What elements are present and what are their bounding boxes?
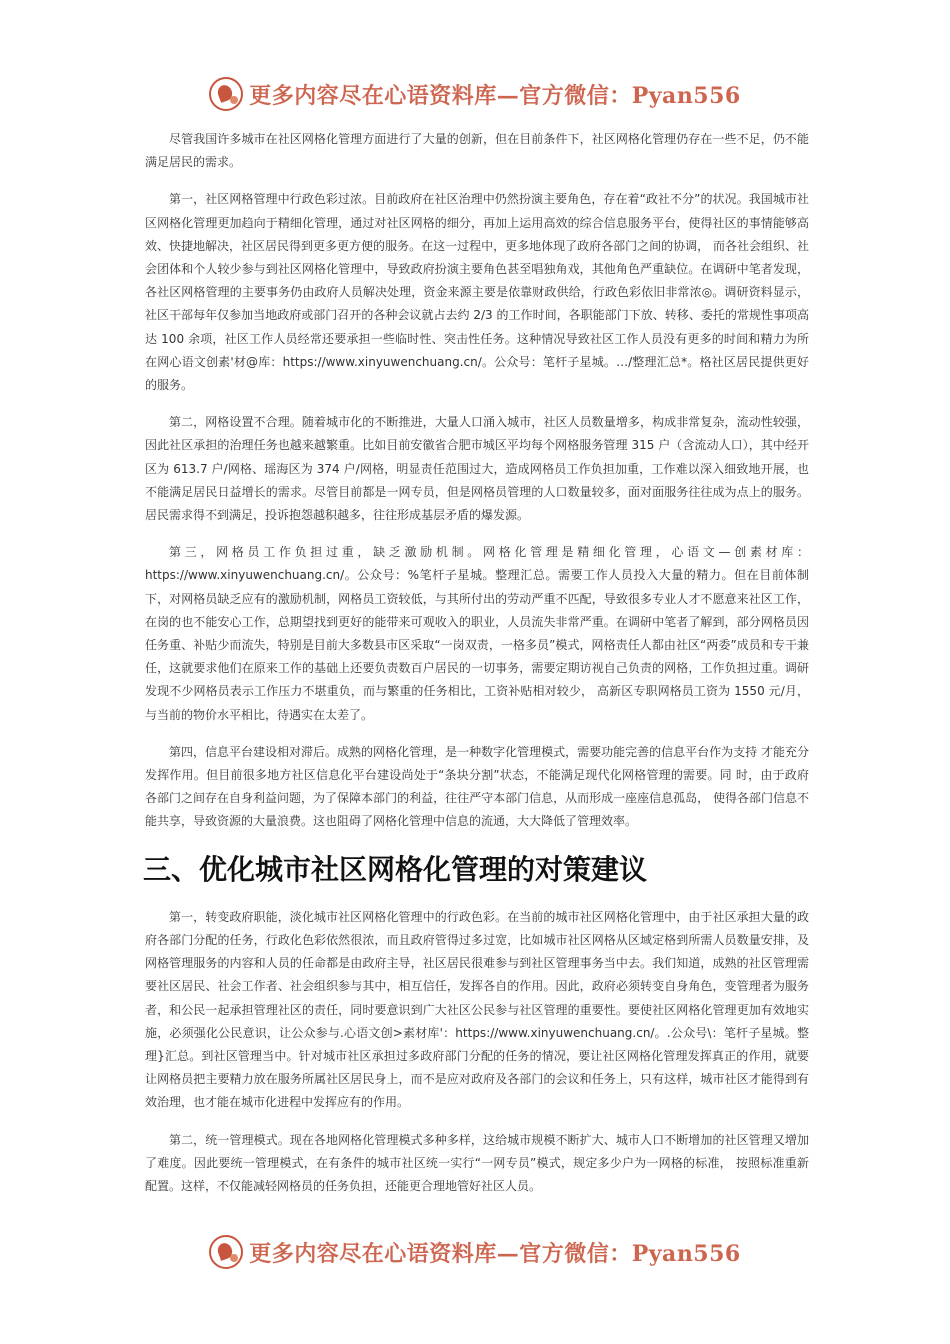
section-heading: 三、优化城市社区网格化管理的对策建议 [143, 852, 648, 886]
paragraph-problem-4: 第四，信息平台建设相对滞后。成熟的网格化管理，是一种数字化管理模式，需要功能完善的信息平台作为支持 才能充分发挥作用。但目前很多地方社区信息化平台建设尚处于“条块分割”状态，不能满足现代化网格管理的需要。同 时，由于政府各部门之间存在自身利益问题，为了保障本部门的利益，往往严守本部门信息，从而形成一座座信息孤岛， 使得各部门信息不能共享，导致资源的大量浪费。这也阻碍了网格化管理中信息的流通，大大降低了管理效率。 [145, 744, 809, 829]
logo-icon [209, 1235, 243, 1269]
header-banner [0, 74, 950, 114]
document-body [145, 128, 809, 1212]
paragraph-intro: 尽管我国许多城市在社区网格化管理方面进行了大量的创新，但在目前条件下，社区网格化管理仍存在一些不足，仍不能满足居民的需求。 [145, 132, 809, 170]
footer-banner [0, 1232, 950, 1272]
paragraph-problem-1: 第一，社区网格管理中行政色彩过浓。目前政府在社区治理中仍然扮演主要角色，存在着“政社不分”的状况。我国城市社区网格化管理更加趋向于精细化管理，通过对社区网格的细分，再加上运用高效的综合信息服务平台，使得社区的事情能够高效、快捷地解决，社区居民得到更多更方便的服务。在这一过程中，更多地体现了政府各部门之间的协调， 而各社会组织、社会团体和个人较少参与到社区网格化管理中，导致政府扮演主要角色甚至唱独角戏，其他角色严重缺位。在调研中笔者发现，各社区网格管理的主要事务仍由政府人员解决处理，资金来源主要是依靠财政供给，行政色彩依旧非常浓◎。调研资料显示，社区干部每年仅参加当地政府或部门召开的各种会议就占去约 2/3 的工作时间，各职能部门下放、转移、委托的常规性事项高达 100 余项，社区工作人员经常还要承担一些临时性、突击性任务。这种情况导致社区工作人员没有更多的时间和精力为所在网心语文创素'材@库：https://www.xinyuwenchuang.cn/。公众号：笔杆子星城。…/整理汇总*。格社区居民提供更好的服务。 [145, 192, 809, 393]
footer-banner-text: 更多内容尽在心语资料库—官方微信：Pyan556 [249, 1240, 741, 1267]
paragraph-problem-2: 第二，网格设置不合理。随着城市化的不断推进，大量人口涌入城市，社区人员数量增多，构成非常复杂，流动性较强，因此社区承担的治理任务也越来越繁重。比如目前安徽省合肥市城区平均每个网格服务管理 315 户（含流动人口），其中经开区为 613.7 户/网格、瑶海区为 374 户/网格，明显责任范围过大，造成网格员工作负担加重，工作难以深入细致地开展，也不能满足居民日益增长的需求。尽管目前都是一网专员，但是网格员管理的人口数量较多，面对面服务往往成为点上的服务。居民需求得不到满足，投诉抱怨越积越多，往往形成基层矛盾的爆发源。 [145, 415, 809, 523]
paragraph-problem-3: 第三，网格员工作负担过重，缺乏激励机制。网格化管理是精细化管理，心语文—创素材库：https://www.xinyuwenchuang.cn/。公众号：%笔杆子星城。整理汇总。需要工作人员投入大量的精力。但在目前体制下，对网格员缺乏应有的激励机制，网格员工资较低，与其所付出的劳动严重不匹配，导致很多专业人才不愿意来社区工作，在岗的也不能安心工作，总期望找到更好的能带来可观收入的职业，人员流失非常严重。在调研中笔者了解到，部分网格员因任务重、补贴少而流失，特别是目前大多数县市区采取“一岗双责，一格多员”模式，网格责任人都由社区“两委”成员和专干兼任，这就要求他们在原来工作的基础上还要负责数百户居民的一切事务，需要定期访视自己负责的网格，工作负担过重。调研发现不少网格员表示工作压力不堪重负，而与繁重的任务相比，工资补贴相对较少， 高新区专职网格员工资为 1550 元/月，与当前的物价水平相比，待遇实在太差了。 [145, 545, 809, 722]
paragraph-suggestion-2: 第二，统一管理模式。现在各地网格化管理模式多种多样，这给城市规模不断扩大、城市人口不断增加的社区管理又增加了难度。因此要统一管理模式，在有条件的城市社区统一实行“一网专员”模式，规定多少户为一网格的标准， 按照标准重新配置。这样，不仅能减轻网格员的任务负担，还能更合理地管好社区人员。 [145, 1132, 809, 1193]
logo-icon [209, 77, 243, 111]
paragraph-suggestion-1: 第一，转变政府职能，淡化城市社区网格化管理中的行政色彩。在当前的城市社区网格化管理中，由于社区承担大量的政府各部门分配的任务，行政化色彩依然很浓，而且政府管得过多过宽，比如城市社区网格从区域定格到所需人员数量安排，及网格管理服务的内容和人员的任命都是由政府主导，社区居民很难参与到社区管理事务当中去。我们知道，成熟的社区管理需要社区居民、社会工作者、社会组织参与其中，相互信任，发挥各自的作用。因此，政府必须转变自身角色，变管理者为服务者，和公民一起承担管理社区的责任，同时要意识到广大社区公民参与社区管理的重要性。要使社区网格化管理更加有效地实施，必须强化公民意识，让公众参与.心语文创>素材库'：https://www.xinyuwenchuang.cn/。.公众号\：笔杆子星城。整理}汇总。到社区管理当中。针对城市社区承担过多政府部门分配的任务的情况，要让社区网格化管理发挥真正的作用，就要让网格员把主要精力放在服务所属社区居民身上，而不是应对政府及各部门的会议和任务上，只有这样，城市社区才能得到有效治理，也才能在城市化进程中发挥应有的作用。 [145, 909, 809, 1110]
banner-text: 更多内容尽在心语资料库—官方微信：Pyan556 [249, 82, 741, 109]
